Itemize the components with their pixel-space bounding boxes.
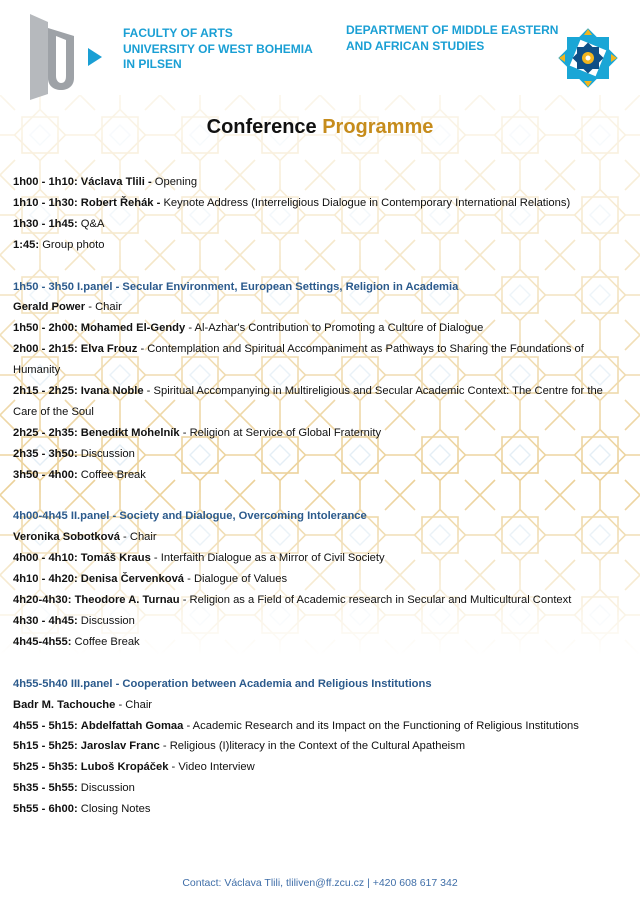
panel-heading: 4h55-5h40 III.panel - Cooperation between Academia and Religious Institutions	[13, 677, 432, 690]
speaker-name: Veronika Sobotková	[13, 531, 120, 544]
item-text: - Dialogue of Values	[184, 573, 288, 586]
page-title	[0, 116, 640, 139]
item-text: - Religion as a Field of Academic research in Secular and Multicultural Context	[179, 594, 572, 607]
item-text: Discussion	[77, 615, 135, 627]
section-gap	[13, 486, 629, 507]
contact-footer: Contact: Václava Tlili, tliliven@ff.zcu.cz | +420 608 617 342	[182, 877, 458, 889]
speaker-name: Luboš Kropáček	[80, 761, 169, 774]
item-text: Discussion	[77, 447, 135, 460]
item-time: 2h25 - 2h35:	[13, 426, 78, 439]
item-text: Closing Notes	[77, 803, 151, 816]
panel-heading: 4h00-4h45 II.panel - Society and Dialogue, Overcoming Intolerance	[13, 510, 367, 523]
speaker-name: Abdelfattah Gomaa	[80, 719, 184, 732]
programme-list	[13, 172, 629, 820]
speaker-name: Elva Frouz	[80, 343, 138, 356]
programme-item	[13, 569, 629, 590]
item-text: Discussion	[77, 782, 135, 795]
speaker-name: Václava Tlili -	[80, 176, 152, 188]
item-text: Q&A	[77, 217, 105, 230]
title-part-programme: Programme	[322, 116, 434, 138]
item-time: 3h50 - 4h00:	[13, 468, 78, 481]
item-time: 2h00 - 2h15:	[13, 343, 78, 356]
header	[0, 0, 640, 100]
item-time: 5h25 - 5h35:	[13, 761, 78, 774]
speaker-name: Benedikt Mohelník	[80, 426, 180, 439]
item-time: 2h35 - 3h50:	[13, 447, 78, 460]
item-text: Coffee Break	[77, 468, 146, 481]
programme-item	[13, 632, 629, 653]
programme-item	[13, 193, 629, 214]
item-text: - Chair	[85, 301, 122, 314]
item-time: 1h10 - 1h30:	[13, 196, 78, 209]
item-text: Group photo	[39, 238, 105, 251]
item-text: - Contemplation and Spiritual Accompaniment as Pathways to Sharing the Foundations of Humanity	[13, 343, 584, 377]
programme-item	[13, 548, 629, 569]
programme-item	[13, 736, 629, 757]
item-time: 1h50 - 2h00:	[13, 322, 78, 335]
panel-heading: 1h50 - 3h50 I.panel - Secular Environment, European Settings, Religion in Academia	[13, 280, 459, 293]
speaker-name: Tomáš Kraus	[80, 552, 151, 565]
faculty-line: UNIVERSITY OF WEST BOHEMIA	[123, 41, 313, 56]
programme-item	[13, 339, 629, 381]
speaker-name: Gerald Power	[13, 301, 86, 314]
programme-item	[13, 423, 629, 444]
speaker-name: Denisa Červenková	[80, 573, 185, 586]
programme-item	[13, 527, 629, 548]
item-text: - Spiritual Accompanying in Multireligious and Secular Academic Context: The Centre for the Care of the Soul	[13, 385, 603, 418]
item-text: - Al-Azhar's Contribution to Promoting a Culture of Dialogue	[185, 322, 484, 335]
item-time: 2h15 - 2h25:	[13, 385, 78, 398]
programme-item	[13, 757, 629, 778]
item-text: Keynote Address (Interreligious Dialogue in Contemporary International Relations)	[160, 196, 571, 209]
programme-item	[13, 778, 629, 799]
section-gap	[13, 256, 629, 277]
item-text: Coffee Break	[71, 635, 140, 648]
item-time: 4h30 - 4h45:	[13, 615, 78, 627]
speaker-name: Jaroslav Franc	[80, 740, 160, 753]
title-part-conference: Conference	[206, 116, 323, 138]
programme-item	[13, 444, 629, 465]
faculty-line: IN PILSEN	[123, 57, 182, 71]
section-gap	[13, 653, 629, 674]
programme-item	[13, 611, 629, 632]
department-name	[346, 23, 558, 54]
faculty-line: FACULTY OF ARTS	[123, 26, 233, 40]
department-logo	[556, 28, 620, 88]
faculty-name	[123, 26, 313, 73]
item-time: 5h15 - 5h25:	[13, 740, 78, 753]
speaker-name: Badr M. Tachouche	[13, 698, 116, 711]
item-time: 1h00 - 1h10:	[13, 176, 78, 188]
item-text: - Religion at Service of Global Fraternity	[179, 426, 382, 439]
item-text: Opening	[151, 176, 198, 188]
item-time: 1h30 - 1h45:	[13, 217, 78, 230]
programme-item	[13, 381, 629, 423]
programme-item	[13, 465, 629, 486]
item-time: 1:45:	[13, 238, 40, 251]
speaker-name: Mohamed El-Gendy	[80, 322, 186, 335]
programme-item	[13, 716, 629, 737]
item-time: 4h00 - 4h10:	[13, 552, 78, 565]
item-time: 4h10 - 4h20:	[13, 573, 78, 586]
faculty-logo	[30, 14, 110, 100]
item-text: - Academic Research and its Impact on the Functioning of Religious Institutions	[183, 719, 579, 732]
item-time: 4h55 - 5h15:	[13, 719, 78, 732]
programme-item	[13, 590, 629, 611]
programme-item	[13, 695, 629, 716]
item-time: 5h35 - 5h55:	[13, 782, 78, 795]
programme-item	[13, 318, 629, 339]
department-line: DEPARTMENT OF MIDDLE EASTERN	[346, 23, 559, 37]
item-time: 5h55 - 6h00:	[13, 803, 78, 816]
speaker-name: Theodore A. Turnau	[74, 594, 180, 607]
item-text: - Chair	[115, 698, 153, 711]
item-time: 4h45-4h55:	[13, 635, 72, 648]
item-time: 4h20-4h30:	[13, 594, 72, 607]
item-text: - Religious (I)literacy in the Context of the Cultural Apatheism	[159, 740, 466, 753]
programme-item	[13, 235, 629, 256]
programme-item	[13, 297, 629, 318]
programme-item	[13, 799, 629, 820]
item-text: - Video Interview	[168, 761, 255, 774]
programme-item	[13, 172, 629, 193]
item-text: - Interfaith Dialogue as a Mirror of Civil Society	[150, 552, 385, 565]
item-text: - Chair	[119, 531, 157, 544]
speaker-name: Ivana Noble	[80, 385, 144, 398]
programme-item	[13, 214, 629, 235]
department-line: AND AFRICAN STUDIES	[346, 38, 485, 53]
speaker-name: Robert Řehák -	[80, 196, 161, 209]
